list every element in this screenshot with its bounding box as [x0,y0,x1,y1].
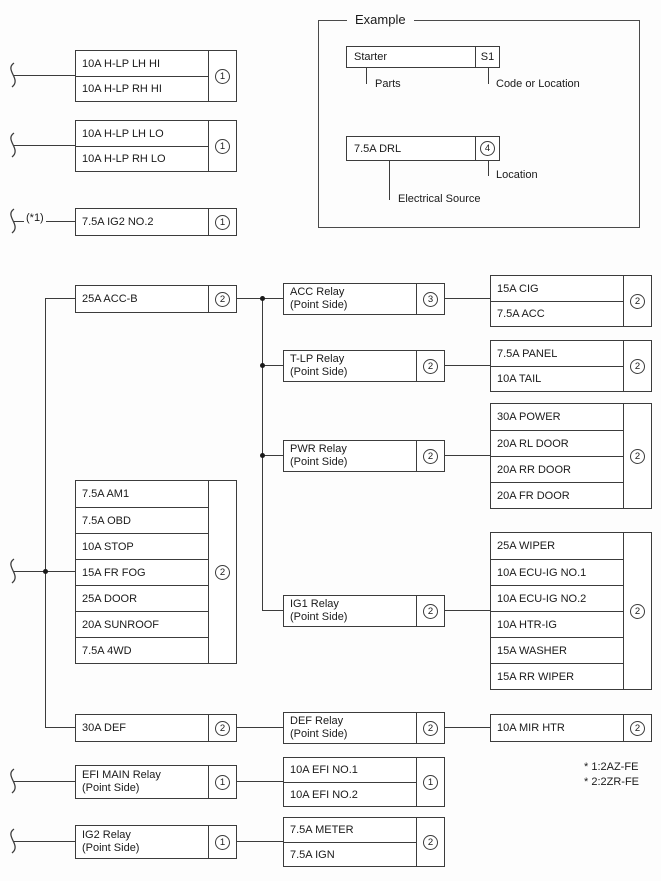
relay-name: EFI MAIN Relay [82,769,161,781]
fuse-label: 7.5A IGN [284,842,416,866]
fuse-label: 10A H-LP LH HI [82,57,161,70]
fuse-rows [284,818,416,866]
location-code: 2 [215,565,230,580]
connector-line [45,298,46,728]
location-code: 2 [630,721,645,736]
location-code-cell [416,758,444,806]
example-location-code: 4 [480,141,495,156]
fuse-label: 10A ECU-IG NO.2 [491,585,623,611]
relay-name: IG2 Relay [82,829,131,841]
location-code-cell [416,284,444,314]
fuse-label: 15A CIG [497,282,539,295]
example-callout-line [366,68,367,84]
relay-box-ig1-relay [283,595,445,627]
fuse-rows [284,758,416,806]
fuse-box-panel-tail [490,340,652,392]
fuse-label: 25A DOOR [76,585,208,611]
fuse-label: 10A HTR-IG [491,611,623,637]
relay-box-def-relay [283,712,445,744]
relay-label [284,351,416,381]
footnote: * 1:2AZ-FE [584,761,639,773]
relay-box-efi-relay [75,765,237,799]
location-code: 2 [630,359,645,374]
fuse-label: 10A H-LP LH LO [82,127,164,140]
fuse-label: 15A WASHER [491,637,623,663]
connector-line [262,455,284,456]
fuse-box-efi-fuses [283,757,445,807]
fuse-label: 10A H-LP RH HI [76,76,208,101]
location-code: 2 [215,721,230,736]
junction-dot [260,296,265,301]
fuse-label: 10A EFI NO.2 [284,782,416,806]
fuse-label: 30A DEF [82,722,127,734]
fuse-box-ig1-fuses [490,532,652,690]
fuse-box-ig2-no2 [75,208,237,236]
location-code-cell [208,481,236,663]
connector-line [443,365,491,366]
relay-label [76,766,208,798]
location-code: 1 [215,215,230,230]
location-code: 2 [423,449,438,464]
fuse-label: 7.5A AM1 [82,488,130,500]
fuse-label: 10A MIR HTR [497,722,565,734]
location-code: 2 [423,835,438,850]
fuse-label: 10A ECU-IG NO.1 [491,559,623,585]
example-callout-line [488,161,489,176]
location-code: 1 [215,69,230,84]
relay-sub-label: (Point Side) [82,782,140,794]
location-code: 2 [215,292,230,307]
example-parts-label: Starter [354,51,388,63]
location-code-cell [623,276,651,326]
fuse-label: 7.5A METER [290,824,354,836]
example-callout-line [389,161,390,200]
fuse-box-acc-b [75,285,237,313]
location-code-cell [416,818,444,866]
location-code-cell [208,51,236,101]
fuse-label: 7.5A IG2 NO.2 [82,216,154,228]
location-code: 1 [215,139,230,154]
connector-line [262,610,284,611]
location-code: 2 [423,359,438,374]
location-code: 2 [423,604,438,619]
connector-line [14,75,76,76]
junction-dot [260,363,265,368]
relay-name: T-LP Relay [290,353,345,365]
fuse-box-power-doors [490,403,652,509]
relay-label [284,713,416,743]
location-code-cell [208,209,236,235]
location-code-cell [623,715,651,741]
fuse-label: 20A FR DOOR [491,482,623,508]
example-code-cell: S1 [475,47,499,67]
location-code-cell [416,713,444,743]
fuse-box-meter-ign [283,817,445,867]
connector-line [235,727,284,728]
example-source-box [346,136,500,161]
relay-sub-label: (Point Side) [290,366,348,378]
example-source-label: 7.5A DRL [354,142,402,155]
fuse-label: 20A SUNROOF [76,611,208,637]
fuse-label: 25A ACC-B [82,293,138,305]
location-code: 2 [630,449,645,464]
fuse-label: 20A RL DOOR [491,430,623,456]
fuse-label: 7.5A 4WD [76,637,208,663]
fuse-label: 20A RR DOOR [491,456,623,482]
connector-line [45,298,76,299]
fuse-rows [491,341,623,391]
fuse-rows [76,51,208,101]
fuse-label: 15A FR FOG [76,559,208,585]
connector-line [443,610,491,611]
relay-sub-label: (Point Side) [290,456,348,468]
fuse-label: 25A WIPER [497,540,556,552]
footnotes [584,760,639,790]
location-code: 3 [423,292,438,307]
location-code-cell [208,286,236,312]
location-code: 2 [630,294,645,309]
power-feed-squiggle-icon [3,558,23,584]
connector-line [443,298,491,299]
location-code: 2 [423,721,438,736]
relay-box-pwr-relay [283,440,445,472]
example-parts-caption: Parts [375,78,401,90]
power-feed-squiggle-icon [3,828,23,854]
example-callout-line [488,68,489,84]
fuse-rows [76,715,208,741]
relay-name: ACC Relay [290,286,345,298]
fuse-rows [491,533,623,689]
example-legend [318,12,640,228]
fuse-label: 7.5A OBD [76,507,208,533]
location-code: 1 [215,835,230,850]
relay-name: DEF Relay [290,715,344,727]
fuse-rows [491,276,623,326]
footnote: * 2:2ZR-FE [584,776,640,788]
connector-line [443,455,491,456]
location-code-cell [208,715,236,741]
fuse-label: 7.5A ACC [491,301,623,326]
example-code-caption: Code or Location [496,78,580,90]
location-code: 1 [215,775,230,790]
fuse-rows [76,286,208,312]
relay-box-ig2-relay [75,825,237,859]
location-code-cell [416,441,444,471]
fuse-label: 10A H-LP RH LO [76,146,208,171]
fuse-label: 10A TAIL [491,366,623,391]
relay-label [284,284,416,314]
fuse-box-hlp-lo [75,120,237,172]
fuse-label: 15A RR WIPER [491,663,623,689]
fuse-box-mir-htr [490,714,652,742]
junction-dot [260,453,265,458]
fuse-box-def [75,714,237,742]
connector-line [235,841,284,842]
relay-label [284,441,416,471]
fuse-rows [491,715,623,741]
connector-line [14,145,76,146]
relay-box-tlp-relay [283,350,445,382]
fuse-box-main-fuses [75,480,237,664]
location-code-cell [623,404,651,508]
relay-box-acc-relay [283,283,445,315]
connector-line [14,841,76,842]
fuse-rows [491,404,623,508]
example-parts-box [346,46,500,68]
power-feed-squiggle-icon [3,208,23,234]
power-feed-squiggle-icon [3,62,23,88]
fuse-box-cig-acc [490,275,652,327]
connector-line [443,727,491,728]
location-code-cell [416,596,444,626]
relay-name: PWR Relay [290,443,347,455]
relay-sub-label: (Point Side) [290,299,348,311]
relay-sub-label: (Point Side) [82,842,140,854]
junction-dot [43,569,48,574]
example-location-caption: Location [496,169,538,181]
fuse-rows [76,209,208,235]
footnote-ref: (*1) [26,212,44,224]
location-code-cell [623,533,651,689]
example-source-caption: Electrical Source [398,193,481,205]
fuse-rows [76,121,208,171]
relay-sub-label: (Point Side) [290,728,348,740]
power-feed-squiggle-icon [3,768,23,794]
connector-line [262,365,284,366]
relay-label [76,826,208,858]
fuse-label: 7.5A PANEL [497,347,558,360]
fuse-label: 30A POWER [497,411,561,423]
location-code-cell [208,826,236,858]
relay-label [284,596,416,626]
connector-line [235,781,284,782]
location-code: 2 [630,604,645,619]
connector-line [45,727,76,728]
relay-sub-label: (Point Side) [290,611,348,623]
relay-name: IG1 Relay [290,598,339,610]
fuse-label: 10A EFI NO.1 [290,764,358,776]
example-title: Example [347,12,414,27]
fuse-label: 10A STOP [76,533,208,559]
example-location-cell [475,137,499,160]
connector-line [14,781,76,782]
location-code-cell [623,341,651,391]
location-code-cell [208,766,236,798]
location-code: 1 [423,775,438,790]
location-code-cell [208,121,236,171]
power-feed-squiggle-icon [3,132,23,158]
location-code-cell [416,351,444,381]
fuse-box-hlp-hi [75,50,237,102]
fuse-rows [76,481,208,663]
